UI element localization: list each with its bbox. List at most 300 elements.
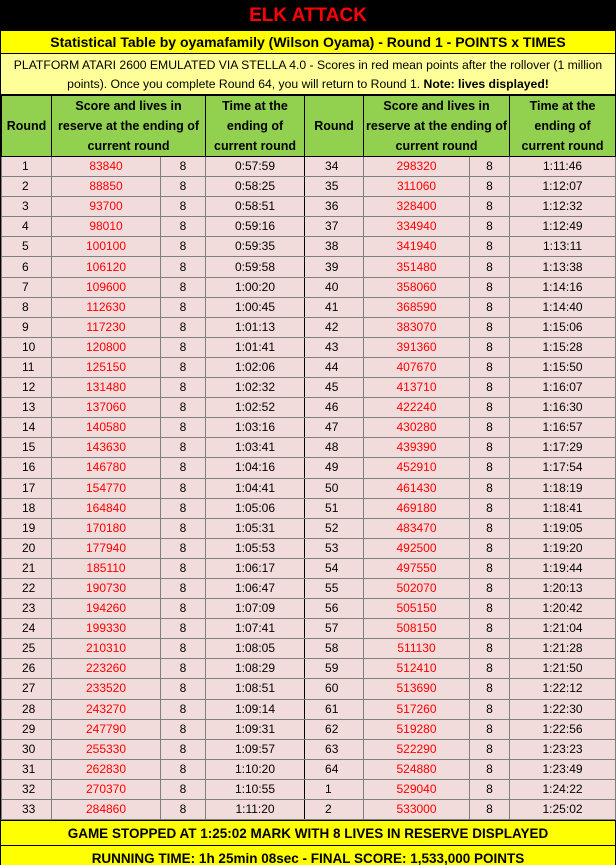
lives-cell: 8 <box>161 418 206 438</box>
round-cell: 57 <box>305 619 364 639</box>
round-cell: 16 <box>2 458 52 478</box>
score-cell: 199330 <box>52 619 161 639</box>
lives-cell: 8 <box>470 177 510 197</box>
table-row <box>2 800 616 820</box>
round-cell: 20 <box>2 538 52 558</box>
table-row <box>2 398 616 418</box>
round-cell: 13 <box>2 398 52 418</box>
time-cell: 1:10:55 <box>206 779 305 799</box>
score-cell: 262830 <box>52 759 161 779</box>
table-row <box>2 257 616 277</box>
round-cell: 36 <box>305 197 364 217</box>
round-cell: 23 <box>2 599 52 619</box>
table-row <box>2 217 616 237</box>
score-cell: 407670 <box>364 357 470 377</box>
time-cell: 1:03:16 <box>206 418 305 438</box>
lives-cell: 8 <box>161 538 206 558</box>
lives-cell: 8 <box>470 498 510 518</box>
time-cell: 1:04:41 <box>206 478 305 498</box>
round-cell: 48 <box>305 438 364 458</box>
score-cell: 210310 <box>52 639 161 659</box>
table-row <box>2 719 616 739</box>
round-cell: 27 <box>2 679 52 699</box>
time-cell: 1:19:44 <box>510 558 616 578</box>
time-cell: 1:02:52 <box>206 398 305 418</box>
time-cell: 1:07:41 <box>206 619 305 639</box>
time-cell: 0:57:59 <box>206 157 305 177</box>
time-cell: 1:15:06 <box>510 317 616 337</box>
round-cell: 45 <box>305 378 364 398</box>
round-cell: 41 <box>305 297 364 317</box>
round-cell: 49 <box>305 458 364 478</box>
score-cell: 284860 <box>52 800 161 820</box>
table-row <box>2 518 616 538</box>
round-cell: 21 <box>2 558 52 578</box>
score-cell: 112630 <box>52 297 161 317</box>
lives-cell: 8 <box>161 177 206 197</box>
time-cell: 1:02:06 <box>206 357 305 377</box>
score-cell: 502070 <box>364 578 470 598</box>
lives-cell: 8 <box>161 759 206 779</box>
table-row <box>2 699 616 719</box>
score-cell: 170180 <box>52 518 161 538</box>
lives-cell: 8 <box>161 619 206 639</box>
score-cell: 533000 <box>364 800 470 820</box>
score-cell: 358060 <box>364 277 470 297</box>
score-cell: 120800 <box>52 337 161 357</box>
round-cell: 61 <box>305 699 364 719</box>
score-cell: 511130 <box>364 639 470 659</box>
time-cell: 1:18:41 <box>510 498 616 518</box>
score-cell: 190730 <box>52 578 161 598</box>
round-cell: 47 <box>305 418 364 438</box>
time-cell: 1:09:14 <box>206 699 305 719</box>
time-cell: 1:19:20 <box>510 538 616 558</box>
round-cell: 26 <box>2 659 52 679</box>
round-cell: 42 <box>305 317 364 337</box>
header-time-right: Time at the ending of current round <box>510 96 616 157</box>
round-cell: 15 <box>2 438 52 458</box>
time-cell: 0:58:25 <box>206 177 305 197</box>
round-cell: 29 <box>2 719 52 739</box>
time-cell: 1:05:06 <box>206 498 305 518</box>
table-header-row <box>2 96 616 157</box>
lives-cell: 8 <box>161 297 206 317</box>
time-cell: 1:23:23 <box>510 739 616 759</box>
time-cell: 1:16:57 <box>510 418 616 438</box>
score-cell: 143630 <box>52 438 161 458</box>
score-cell: 247790 <box>52 719 161 739</box>
score-cell: 422240 <box>364 398 470 418</box>
time-cell: 1:09:57 <box>206 739 305 759</box>
round-cell: 37 <box>305 217 364 237</box>
lives-cell: 8 <box>470 337 510 357</box>
lives-cell: 8 <box>161 639 206 659</box>
table-row <box>2 317 616 337</box>
lives-cell: 8 <box>161 800 206 820</box>
time-cell: 1:01:13 <box>206 317 305 337</box>
score-cell: 233520 <box>52 679 161 699</box>
time-cell: 1:22:12 <box>510 679 616 699</box>
lives-cell: 8 <box>470 659 510 679</box>
time-cell: 1:00:45 <box>206 297 305 317</box>
table-row <box>2 538 616 558</box>
time-cell: 1:20:13 <box>510 578 616 598</box>
round-cell: 35 <box>305 177 364 197</box>
lives-cell: 8 <box>470 518 510 538</box>
lives-cell: 8 <box>470 237 510 257</box>
lives-cell: 8 <box>470 317 510 337</box>
table-row <box>2 357 616 377</box>
round-cell: 43 <box>305 337 364 357</box>
round-cell: 46 <box>305 398 364 418</box>
lives-cell: 8 <box>470 418 510 438</box>
lives-cell: 8 <box>161 699 206 719</box>
score-cell: 194260 <box>52 599 161 619</box>
lives-cell: 8 <box>161 317 206 337</box>
round-cell: 30 <box>2 739 52 759</box>
time-cell: 1:23:49 <box>510 759 616 779</box>
table-row <box>2 498 616 518</box>
lives-cell: 8 <box>470 257 510 277</box>
round-cell: 2 <box>305 800 364 820</box>
round-cell: 63 <box>305 739 364 759</box>
round-cell: 38 <box>305 237 364 257</box>
lives-cell: 8 <box>161 197 206 217</box>
round-cell: 5 <box>2 237 52 257</box>
running-time-footer: RUNNING TIME: 1h 25min 08sec - FINAL SCORE: 1,533,000 POINTS <box>1 846 615 865</box>
lives-cell: 8 <box>470 157 510 177</box>
lives-cell: 8 <box>470 639 510 659</box>
round-cell: 32 <box>2 779 52 799</box>
score-cell: 109600 <box>52 277 161 297</box>
lives-cell: 8 <box>470 197 510 217</box>
lives-cell: 8 <box>161 659 206 679</box>
score-cell: 83840 <box>52 157 161 177</box>
round-cell: 19 <box>2 518 52 538</box>
lives-cell: 8 <box>470 538 510 558</box>
time-cell: 0:59:58 <box>206 257 305 277</box>
lives-cell: 8 <box>470 739 510 759</box>
table-row <box>2 277 616 297</box>
lives-cell: 8 <box>161 237 206 257</box>
time-cell: 1:21:50 <box>510 659 616 679</box>
table-row <box>2 438 616 458</box>
lives-cell: 8 <box>161 257 206 277</box>
round-cell: 51 <box>305 498 364 518</box>
lives-cell: 8 <box>161 277 206 297</box>
round-cell: 60 <box>305 679 364 699</box>
round-cell: 14 <box>2 418 52 438</box>
time-cell: 1:17:54 <box>510 458 616 478</box>
round-cell: 6 <box>2 257 52 277</box>
table-row <box>2 558 616 578</box>
score-cell: 137060 <box>52 398 161 418</box>
time-cell: 1:08:29 <box>206 659 305 679</box>
lives-cell: 8 <box>470 458 510 478</box>
lives-cell: 8 <box>161 518 206 538</box>
lives-cell: 8 <box>161 578 206 598</box>
score-cell: 517260 <box>364 699 470 719</box>
table-body <box>2 157 616 820</box>
score-cell: 311060 <box>364 177 470 197</box>
table-row <box>2 599 616 619</box>
round-cell: 2 <box>2 177 52 197</box>
lives-cell: 8 <box>470 599 510 619</box>
round-cell: 18 <box>2 498 52 518</box>
lives-cell: 8 <box>161 599 206 619</box>
time-cell: 1:08:51 <box>206 679 305 699</box>
table-row <box>2 418 616 438</box>
score-cell: 430280 <box>364 418 470 438</box>
time-cell: 0:59:35 <box>206 237 305 257</box>
table-row <box>2 177 616 197</box>
time-cell: 1:20:42 <box>510 599 616 619</box>
score-cell: 492500 <box>364 538 470 558</box>
table-row <box>2 739 616 759</box>
time-cell: 1:19:05 <box>510 518 616 538</box>
score-cell: 483470 <box>364 518 470 538</box>
score-cell: 131480 <box>52 378 161 398</box>
score-cell: 146780 <box>52 458 161 478</box>
score-cell: 106120 <box>52 257 161 277</box>
score-cell: 341940 <box>364 237 470 257</box>
score-cell: 98010 <box>52 217 161 237</box>
time-cell: 1:21:04 <box>510 619 616 639</box>
score-cell: 154770 <box>52 478 161 498</box>
round-cell: 9 <box>2 317 52 337</box>
time-cell: 1:03:41 <box>206 438 305 458</box>
table-row <box>2 639 616 659</box>
time-cell: 1:15:50 <box>510 357 616 377</box>
table-row <box>2 619 616 639</box>
time-cell: 1:01:41 <box>206 337 305 357</box>
time-cell: 1:13:38 <box>510 257 616 277</box>
score-cell: 140580 <box>52 418 161 438</box>
score-cell: 243270 <box>52 699 161 719</box>
time-cell: 0:58:51 <box>206 197 305 217</box>
table-row <box>2 378 616 398</box>
score-cell: 270370 <box>52 779 161 799</box>
score-cell: 298320 <box>364 157 470 177</box>
round-cell: 59 <box>305 659 364 679</box>
score-cell: 334940 <box>364 217 470 237</box>
header-score-left: Score and lives in reserve at the ending of current round <box>52 96 206 157</box>
header-score-right: Score and lives in reserve at the ending of current round <box>364 96 510 157</box>
lives-cell: 8 <box>161 357 206 377</box>
time-cell: 1:04:16 <box>206 458 305 478</box>
score-cell: 529040 <box>364 779 470 799</box>
round-cell: 33 <box>2 800 52 820</box>
round-cell: 8 <box>2 297 52 317</box>
time-cell: 1:00:20 <box>206 277 305 297</box>
lives-cell: 8 <box>470 759 510 779</box>
stats-table <box>1 95 616 820</box>
score-cell: 508150 <box>364 619 470 639</box>
lives-cell: 8 <box>161 157 206 177</box>
lives-cell: 8 <box>470 578 510 598</box>
lives-cell: 8 <box>470 800 510 820</box>
subtitle: Statistical Table by oyamafamily (Wilson Oyama) - Round 1 - POINTS x TIMES <box>1 31 615 54</box>
table-row <box>2 458 616 478</box>
table-row <box>2 197 616 217</box>
header-round-right: Round <box>305 96 364 157</box>
time-cell: 0:59:16 <box>206 217 305 237</box>
table-row <box>2 659 616 679</box>
note-text: PLATFORM ATARI 2600 EMULATED VIA STELLA 4.0 - Scores in red mean points after the rollover (1 million points). Once you complete Round 64, you will return to Round 1. <box>13 58 603 91</box>
time-cell: 1:06:47 <box>206 578 305 598</box>
score-cell: 368590 <box>364 297 470 317</box>
header-time-left: Time at the ending of current round <box>206 96 305 157</box>
table-row <box>2 337 616 357</box>
score-cell: 519280 <box>364 719 470 739</box>
time-cell: 1:15:28 <box>510 337 616 357</box>
round-cell: 3 <box>2 197 52 217</box>
round-cell: 58 <box>305 639 364 659</box>
lives-cell: 8 <box>161 679 206 699</box>
time-cell: 1:09:31 <box>206 719 305 739</box>
lives-cell: 8 <box>161 337 206 357</box>
time-cell: 1:22:30 <box>510 699 616 719</box>
time-cell: 1:07:09 <box>206 599 305 619</box>
score-cell: 522290 <box>364 739 470 759</box>
time-cell: 1:05:53 <box>206 538 305 558</box>
table-row <box>2 157 616 177</box>
time-cell: 1:25:02 <box>510 800 616 820</box>
lives-cell: 8 <box>161 498 206 518</box>
score-cell: 164840 <box>52 498 161 518</box>
header-round-left: Round <box>2 96 52 157</box>
score-cell: 469180 <box>364 498 470 518</box>
score-cell: 391360 <box>364 337 470 357</box>
lives-cell: 8 <box>470 558 510 578</box>
score-cell: 452910 <box>364 458 470 478</box>
round-cell: 28 <box>2 699 52 719</box>
table-row <box>2 578 616 598</box>
lives-cell: 8 <box>161 719 206 739</box>
lives-cell: 8 <box>470 277 510 297</box>
lives-cell: 8 <box>161 779 206 799</box>
score-cell: 439390 <box>364 438 470 458</box>
time-cell: 1:21:28 <box>510 639 616 659</box>
score-cell: 100100 <box>52 237 161 257</box>
round-cell: 40 <box>305 277 364 297</box>
time-cell: 1:05:31 <box>206 518 305 538</box>
table-row <box>2 478 616 498</box>
time-cell: 1:22:56 <box>510 719 616 739</box>
table-row <box>2 759 616 779</box>
score-cell: 505150 <box>364 599 470 619</box>
score-cell: 461430 <box>364 478 470 498</box>
lives-cell: 8 <box>161 378 206 398</box>
time-cell: 1:02:32 <box>206 378 305 398</box>
score-cell: 88850 <box>52 177 161 197</box>
platform-note <box>1 54 615 95</box>
time-cell: 1:06:17 <box>206 558 305 578</box>
time-cell: 1:16:30 <box>510 398 616 418</box>
time-cell: 1:11:46 <box>510 157 616 177</box>
table-row <box>2 297 616 317</box>
lives-cell: 8 <box>470 357 510 377</box>
lives-cell: 8 <box>161 438 206 458</box>
round-cell: 7 <box>2 277 52 297</box>
time-cell: 1:12:49 <box>510 217 616 237</box>
round-cell: 53 <box>305 538 364 558</box>
round-cell: 4 <box>2 217 52 237</box>
time-cell: 1:12:32 <box>510 197 616 217</box>
lives-cell: 8 <box>470 478 510 498</box>
round-cell: 31 <box>2 759 52 779</box>
lives-cell: 8 <box>470 699 510 719</box>
time-cell: 1:13:11 <box>510 237 616 257</box>
score-cell: 512410 <box>364 659 470 679</box>
time-cell: 1:08:05 <box>206 639 305 659</box>
round-cell: 11 <box>2 357 52 377</box>
round-cell: 54 <box>305 558 364 578</box>
score-cell: 185110 <box>52 558 161 578</box>
score-cell: 513690 <box>364 679 470 699</box>
score-cell: 351480 <box>364 257 470 277</box>
round-cell: 55 <box>305 578 364 598</box>
round-cell: 56 <box>305 599 364 619</box>
lives-cell: 8 <box>161 739 206 759</box>
time-cell: 1:14:40 <box>510 297 616 317</box>
score-cell: 497550 <box>364 558 470 578</box>
time-cell: 1:16:07 <box>510 378 616 398</box>
lives-cell: 8 <box>161 458 206 478</box>
round-cell: 50 <box>305 478 364 498</box>
lives-cell: 8 <box>161 217 206 237</box>
round-cell: 1 <box>2 157 52 177</box>
score-cell: 177940 <box>52 538 161 558</box>
lives-cell: 8 <box>470 297 510 317</box>
time-cell: 1:10:20 <box>206 759 305 779</box>
round-cell: 17 <box>2 478 52 498</box>
lives-cell: 8 <box>161 398 206 418</box>
round-cell: 10 <box>2 337 52 357</box>
time-cell: 1:11:20 <box>206 800 305 820</box>
page-title: ELK ATTACK <box>1 1 615 31</box>
table-row <box>2 779 616 799</box>
time-cell: 1:17:29 <box>510 438 616 458</box>
table-row <box>2 237 616 257</box>
score-cell: 117230 <box>52 317 161 337</box>
score-cell: 383070 <box>364 317 470 337</box>
score-cell: 223260 <box>52 659 161 679</box>
round-cell: 62 <box>305 719 364 739</box>
time-cell: 1:14:16 <box>510 277 616 297</box>
lives-cell: 8 <box>470 398 510 418</box>
lives-cell: 8 <box>470 217 510 237</box>
round-cell: 24 <box>2 619 52 639</box>
score-cell: 93700 <box>52 197 161 217</box>
score-cell: 125150 <box>52 357 161 377</box>
lives-cell: 8 <box>161 478 206 498</box>
score-cell: 255330 <box>52 739 161 759</box>
note-bold: Note: lives displayed! <box>423 77 549 91</box>
score-cell: 413710 <box>364 378 470 398</box>
time-cell: 1:12:07 <box>510 177 616 197</box>
round-cell: 64 <box>305 759 364 779</box>
lives-cell: 8 <box>470 679 510 699</box>
round-cell: 34 <box>305 157 364 177</box>
time-cell: 1:18:19 <box>510 478 616 498</box>
round-cell: 44 <box>305 357 364 377</box>
round-cell: 1 <box>305 779 364 799</box>
table-row <box>2 679 616 699</box>
round-cell: 25 <box>2 639 52 659</box>
time-cell: 1:24:22 <box>510 779 616 799</box>
